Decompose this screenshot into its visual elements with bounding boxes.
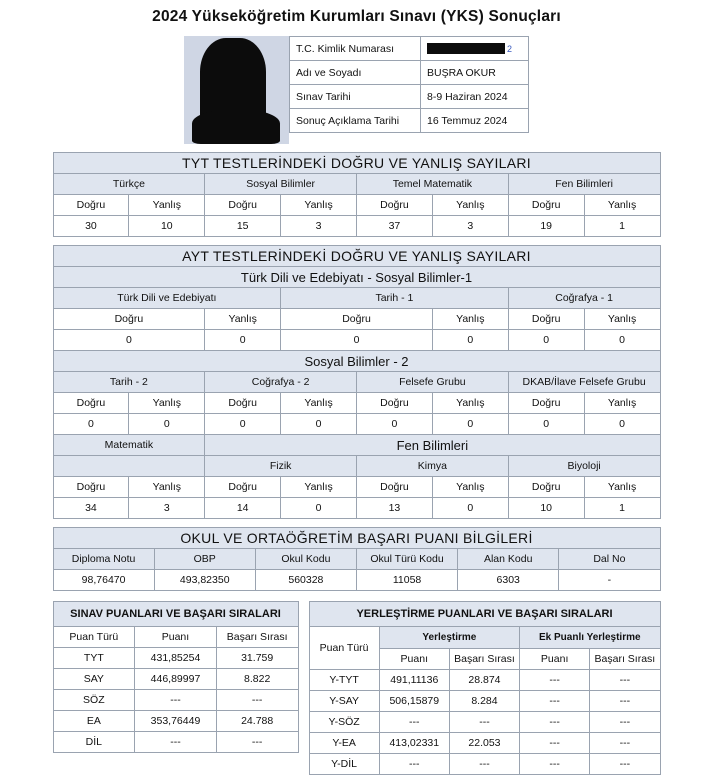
- col-dogru: Doğru: [53, 195, 129, 216]
- placement-row-bonus-rank: ---: [590, 691, 660, 712]
- table-row: [53, 711, 298, 732]
- col-dogru: Doğru: [508, 477, 584, 498]
- col-yanlis: Yanlış: [584, 309, 660, 330]
- placement-col-score: Puanı: [379, 649, 449, 670]
- school-val-dalno: -: [559, 570, 660, 591]
- table-row: [53, 549, 660, 570]
- placement-row-bonus-rank: ---: [590, 712, 660, 733]
- table-row: [309, 691, 660, 712]
- tyt-fen-yanlis: 1: [584, 216, 660, 237]
- col-dogru: Doğru: [508, 195, 584, 216]
- table-row: [290, 109, 529, 133]
- ayt-group-cografya2: Coğrafya - 2: [205, 372, 357, 393]
- table-row: [309, 733, 660, 754]
- ayt-biyoloji-dogru: 10: [508, 498, 584, 519]
- table-row: [53, 602, 298, 627]
- exam-scores-table: [53, 601, 299, 753]
- col-yanlis: Yanlış: [205, 309, 281, 330]
- table-row: [53, 288, 660, 309]
- ayt-table: [53, 245, 661, 519]
- table-row: [309, 627, 660, 649]
- identity-value-tc: [421, 37, 529, 61]
- table-row: [53, 153, 660, 174]
- ayt-group-felsefe: Felsefe Grubu: [357, 372, 509, 393]
- table-row: [53, 330, 660, 351]
- ayt-kimya-dogru: 13: [357, 498, 433, 519]
- col-dogru: Doğru: [357, 195, 433, 216]
- ayt-cografya2-yanlis: 0: [281, 414, 357, 435]
- candidate-photo: [184, 36, 289, 144]
- placement-row-rank: 8.284: [449, 691, 519, 712]
- col-yanlis: Yanlış: [432, 393, 508, 414]
- exam-col-rank: Başarı Sırası: [216, 627, 298, 648]
- exam-row-rank: 31.759: [216, 648, 298, 669]
- col-dogru: Doğru: [53, 309, 205, 330]
- exam-row-type: SÖZ: [53, 690, 135, 711]
- ayt-tarih2-yanlis: 0: [129, 414, 205, 435]
- ayt-tde-dogru: 0: [53, 330, 205, 351]
- tyt-sosyal-yanlis: 3: [281, 216, 357, 237]
- ayt-cografya2-dogru: 0: [205, 414, 281, 435]
- table-row: [53, 195, 660, 216]
- col-yanlis: Yanlış: [432, 309, 508, 330]
- exam-row-rank: ---: [216, 732, 298, 753]
- ayt-section: [53, 245, 661, 519]
- school-section: [53, 527, 661, 591]
- col-yanlis: Yanlış: [432, 195, 508, 216]
- table-row: [53, 372, 660, 393]
- table-row: [309, 602, 660, 627]
- ayt-band-title: AYT TESTLERİNDEKİ DOĞRU VE YANLIŞ SAYILARI: [53, 246, 660, 267]
- tyt-turkce-dogru: 30: [53, 216, 129, 237]
- placement-col-type: Puan Türü: [309, 627, 379, 670]
- placement-col-bonus-score: Puanı: [520, 649, 590, 670]
- table-row: [53, 456, 660, 477]
- placement-row-score: ---: [379, 754, 449, 775]
- school-val-okulturukodu: 11058: [356, 570, 457, 591]
- col-yanlis: Yanlış: [584, 393, 660, 414]
- col-dogru: Doğru: [205, 195, 281, 216]
- col-dogru: Doğru: [281, 309, 433, 330]
- table-row: [53, 246, 660, 267]
- tyt-fen-dogru: 19: [508, 216, 584, 237]
- exam-row-type: SAY: [53, 669, 135, 690]
- placement-row-rank: 28.874: [449, 670, 519, 691]
- tyt-band-title: TYT TESTLERİNDEKİ DOĞRU VE YANLIŞ SAYILARI: [53, 153, 660, 174]
- placement-row-score: 506,15879: [379, 691, 449, 712]
- placement-col-bonus-rank: Başarı Sırası: [590, 649, 660, 670]
- ayt-tde-yanlis: 0: [205, 330, 281, 351]
- table-row: [53, 690, 298, 711]
- placement-row-type: Y-EA: [309, 733, 379, 754]
- table-row: [53, 477, 660, 498]
- col-yanlis: Yanlış: [584, 477, 660, 498]
- placement-row-score: ---: [379, 712, 449, 733]
- exam-row-score: 431,85254: [135, 648, 217, 669]
- ayt-cografya1-yanlis: 0: [584, 330, 660, 351]
- school-val-okulkodu: 560328: [255, 570, 356, 591]
- table-row: [290, 37, 529, 61]
- placement-row-score: 413,02331: [379, 733, 449, 754]
- col-dogru: Doğru: [205, 393, 281, 414]
- exam-row-score: 446,89997: [135, 669, 217, 690]
- placement-row-bonus-rank: ---: [590, 733, 660, 754]
- table-row: [53, 528, 660, 549]
- school-col-diploma: Diploma Notu: [53, 549, 154, 570]
- col-yanlis: Yanlış: [281, 195, 357, 216]
- col-yanlis: Yanlış: [584, 195, 660, 216]
- col-yanlis: Yanlış: [129, 195, 205, 216]
- table-row: [53, 498, 660, 519]
- placement-row-bonus-score: ---: [520, 670, 590, 691]
- ayt-block2-title: Sosyal Bilimler - 2: [53, 351, 660, 372]
- table-row: [53, 351, 660, 372]
- ayt-biyoloji-yanlis: 1: [584, 498, 660, 519]
- identity-label: Sonuç Açıklama Tarihi: [290, 109, 421, 133]
- table-row: [53, 627, 298, 648]
- exam-col-type: Puan Türü: [53, 627, 135, 648]
- exam-row-score: 353,76449: [135, 711, 217, 732]
- table-row: [53, 174, 660, 195]
- identity-label: Adı ve Soyadı: [290, 61, 421, 85]
- placement-scores-block: [309, 601, 661, 775]
- table-row: [53, 570, 660, 591]
- exam-row-score: ---: [135, 732, 217, 753]
- tyt-group-fen: Fen Bilimleri: [508, 174, 660, 195]
- table-row: [53, 309, 660, 330]
- identity-value-name: BUŞRA OKUR: [421, 61, 529, 85]
- school-table: [53, 527, 661, 591]
- table-row: [53, 414, 660, 435]
- placement-row-rank: ---: [449, 712, 519, 733]
- ayt-group-biyoloji: Biyoloji: [508, 456, 660, 477]
- ayt-tarih1-dogru: 0: [281, 330, 433, 351]
- identity-value-result-date: 16 Temmuz 2024: [421, 109, 529, 133]
- col-dogru: Doğru: [53, 477, 129, 498]
- ayt-tarih2-dogru: 0: [53, 414, 129, 435]
- tyt-group-turkce: Türkçe: [53, 174, 205, 195]
- tyt-matematik-yanlis: 3: [432, 216, 508, 237]
- page-title: 2024 Yükseköğretim Kurumları Sınavı (YKS) Sonuçları: [152, 8, 561, 25]
- exam-col-score: Puanı: [135, 627, 217, 648]
- ayt-group-kimya: Kimya: [357, 456, 509, 477]
- placement-row-type: Y-TYT: [309, 670, 379, 691]
- tyt-matematik-dogru: 37: [357, 216, 433, 237]
- ayt-dkab-dogru: 0: [508, 414, 584, 435]
- col-yanlis: Yanlış: [432, 477, 508, 498]
- table-row: [53, 216, 660, 237]
- col-dogru: Doğru: [53, 393, 129, 414]
- placement-row-type: Y-SÖZ: [309, 712, 379, 733]
- redaction-bar: [427, 43, 505, 54]
- identity-value-exam-date: 8-9 Haziran 2024: [421, 85, 529, 109]
- ayt-felsefe-dogru: 0: [357, 414, 433, 435]
- col-yanlis: Yanlış: [281, 477, 357, 498]
- exam-scores-title: SINAV PUANLARI VE BAŞARI SIRALARI: [53, 602, 298, 627]
- ayt-tarih1-yanlis: 0: [432, 330, 508, 351]
- placement-row-type: Y-DİL: [309, 754, 379, 775]
- ayt-block1-title: Türk Dili ve Edebiyatı - Sosyal Bilimler-1: [53, 267, 660, 288]
- ayt-group-tarih1: Tarih - 1: [281, 288, 509, 309]
- score-tables: [0, 601, 713, 775]
- placement-row-bonus-rank: ---: [590, 754, 660, 775]
- tyt-turkce-yanlis: 10: [129, 216, 205, 237]
- annotation-mark: 2: [507, 43, 513, 54]
- identity-block: [0, 36, 713, 144]
- ayt-group-cografya1: Coğrafya - 1: [508, 288, 660, 309]
- exam-row-type: DİL: [53, 732, 135, 753]
- table-row: [53, 648, 298, 669]
- table-row: [290, 85, 529, 109]
- tyt-group-sosyal: Sosyal Bilimler: [205, 174, 357, 195]
- tyt-group-matematik: Temel Matematik: [357, 174, 509, 195]
- exam-scores-block: [53, 601, 299, 775]
- tyt-table: [53, 152, 661, 237]
- ayt-group-tarih2: Tarih - 2: [53, 372, 205, 393]
- placement-scores-table: [309, 601, 661, 775]
- school-col-alankodu: Alan Kodu: [458, 549, 559, 570]
- col-yanlis: Yanlış: [129, 477, 205, 498]
- placement-row-rank: 22.053: [449, 733, 519, 754]
- placement-row-bonus-score: ---: [520, 733, 590, 754]
- school-col-okulkodu: Okul Kodu: [255, 549, 356, 570]
- ayt-block3-title: Fen Bilimleri: [205, 435, 660, 456]
- table-row: [53, 669, 298, 690]
- exam-row-rank: 24.788: [216, 711, 298, 732]
- placement-row-rank: ---: [449, 754, 519, 775]
- identity-label: Sınav Tarihi: [290, 85, 421, 109]
- placement-row-bonus-score: ---: [520, 754, 590, 775]
- placement-scores-title: YERLEŞTİRME PUANLARI VE BAŞARI SIRALARI: [309, 602, 660, 627]
- exam-row-rank: ---: [216, 690, 298, 711]
- ayt-fizik-yanlis: 0: [281, 498, 357, 519]
- school-val-obp: 493,82350: [154, 570, 255, 591]
- placement-row-type: Y-SAY: [309, 691, 379, 712]
- table-row: [53, 435, 660, 456]
- ayt-dkab-yanlis: 0: [584, 414, 660, 435]
- school-col-obp: OBP: [154, 549, 255, 570]
- ayt-group-dkab: DKAB/İlave Felsefe Grubu: [508, 372, 660, 393]
- placement-row-bonus-rank: ---: [590, 670, 660, 691]
- ayt-matematik-dogru: 34: [53, 498, 129, 519]
- identity-table: [289, 36, 529, 133]
- ayt-felsefe-yanlis: 0: [432, 414, 508, 435]
- ayt-fizik-dogru: 14: [205, 498, 281, 519]
- ayt-group-fizik: Fizik: [205, 456, 357, 477]
- exam-row-type: EA: [53, 711, 135, 732]
- placement-group-yerlestirme: Yerleştirme: [379, 627, 519, 649]
- ayt-group-tde: Türk Dili ve Edebiyatı: [53, 288, 281, 309]
- placement-row-score: 491,11136: [379, 670, 449, 691]
- ayt-group-matematik: Matematik: [53, 435, 205, 456]
- ayt-group-matematik-spacer: [53, 456, 205, 477]
- col-dogru: Doğru: [357, 477, 433, 498]
- tyt-sosyal-dogru: 15: [205, 216, 281, 237]
- table-row: [53, 267, 660, 288]
- exam-row-score: ---: [135, 690, 217, 711]
- placement-row-bonus-score: ---: [520, 691, 590, 712]
- col-dogru: Doğru: [508, 393, 584, 414]
- col-dogru: Doğru: [205, 477, 281, 498]
- ayt-cografya1-dogru: 0: [508, 330, 584, 351]
- school-val-alankodu: 6303: [458, 570, 559, 591]
- exam-row-type: TYT: [53, 648, 135, 669]
- table-row: [53, 393, 660, 414]
- ayt-kimya-yanlis: 0: [432, 498, 508, 519]
- school-col-okulturukodu: Okul Türü Kodu: [356, 549, 457, 570]
- placement-group-ekpuanli: Ek Puanlı Yerleştirme: [520, 627, 660, 649]
- photo-redaction-overlay-2: [192, 110, 280, 144]
- school-val-diploma: 98,76470: [53, 570, 154, 591]
- table-row: [53, 732, 298, 753]
- placement-col-rank: Başarı Sırası: [449, 649, 519, 670]
- table-row: [309, 670, 660, 691]
- school-col-dalno: Dal No: [559, 549, 660, 570]
- exam-row-rank: 8.822: [216, 669, 298, 690]
- col-yanlis: Yanlış: [129, 393, 205, 414]
- col-yanlis: Yanlış: [281, 393, 357, 414]
- school-band-title: OKUL VE ORTAÖĞRETİM BAŞARI PUANI BİLGİLERİ: [53, 528, 660, 549]
- tyt-section: [53, 152, 661, 237]
- identity-label: T.C. Kimlik Numarası: [290, 37, 421, 61]
- col-dogru: Doğru: [508, 309, 584, 330]
- table-row: [309, 754, 660, 775]
- ayt-matematik-yanlis: 3: [129, 498, 205, 519]
- col-dogru: Doğru: [357, 393, 433, 414]
- placement-row-bonus-score: ---: [520, 712, 590, 733]
- table-row: [290, 61, 529, 85]
- table-row: [309, 712, 660, 733]
